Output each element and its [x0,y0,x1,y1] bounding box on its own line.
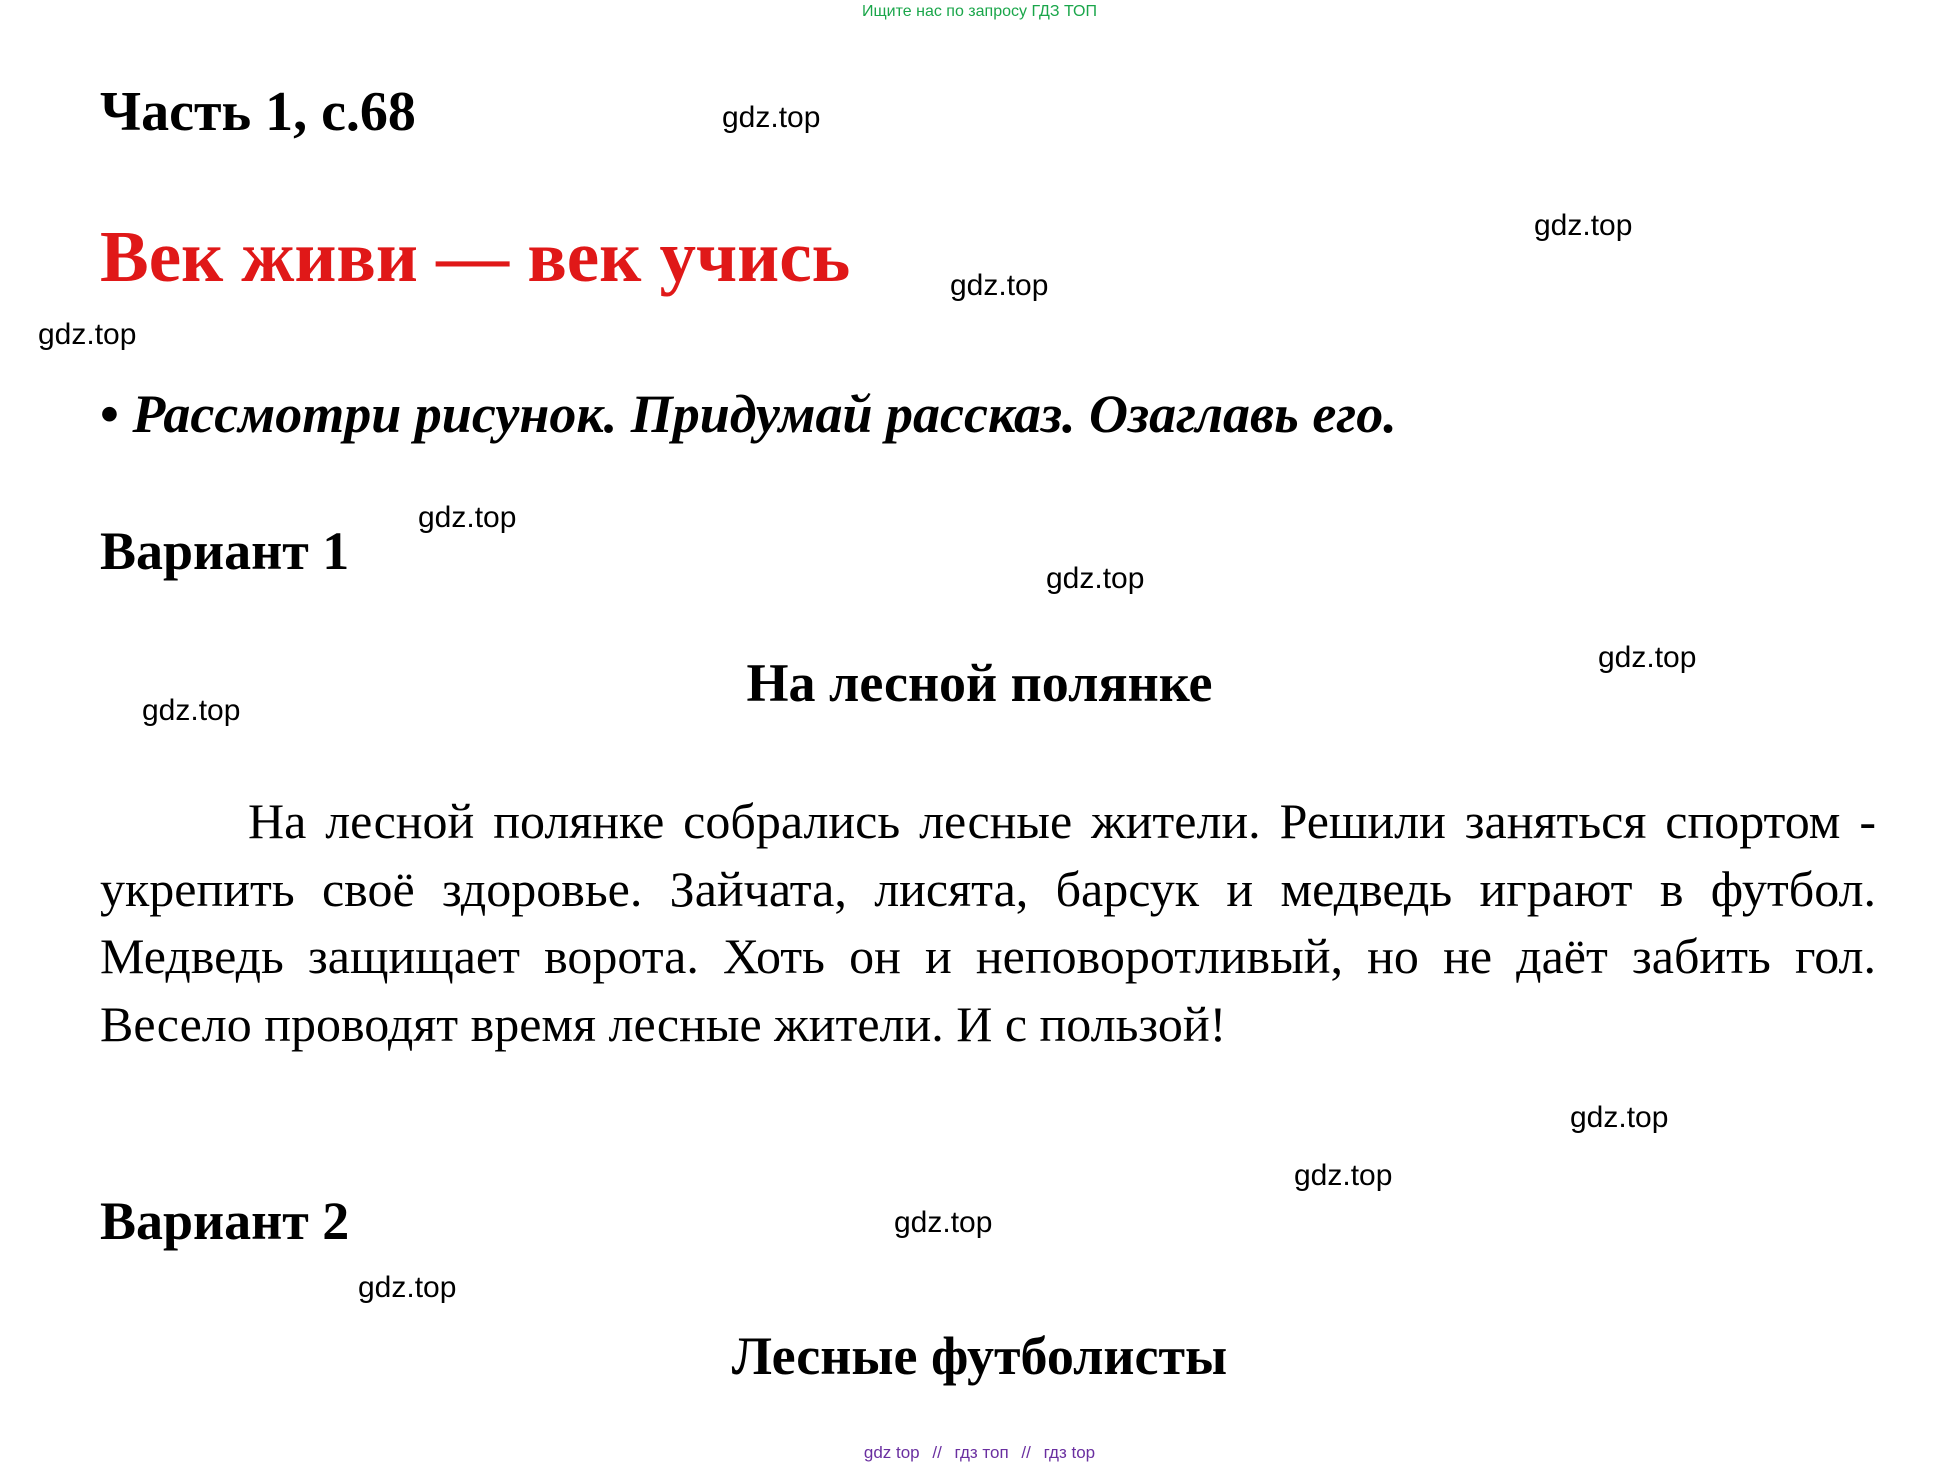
footer-separator: // [932,1443,942,1462]
top-search-banner: Ищите нас по запросу ГДЗ ТОП [862,3,1097,20]
watermark: gdz.top [722,101,821,134]
watermark: gdz.top [1570,1101,1669,1134]
watermark: gdz.top [1534,209,1633,242]
variant-2-story-title: Лесные футболисты [731,1326,1228,1386]
watermark: gdz.top [950,269,1049,302]
part-heading: Часть 1, с.68 [100,81,416,143]
watermark: gdz.top [358,1271,457,1304]
watermark: gdz.top [142,694,241,727]
watermark: gdz.top [418,501,517,534]
footer-link[interactable]: гдз топ [954,1443,1009,1462]
watermark: gdz.top [1294,1159,1393,1192]
page-title: Век живи — век учись [100,216,851,297]
task-instruction [100,383,1397,445]
watermark: gdz.top [1598,641,1697,674]
task-bullet: • [100,384,119,444]
watermark: gdz.top [1046,562,1145,595]
watermark: gdz.top [894,1206,993,1239]
variant-1-story-title: На лесной полянке [746,653,1213,713]
footer-link[interactable]: gdz top [863,1443,920,1462]
variant-2-label: Вариант 2 [100,1191,350,1251]
watermark: gdz.top [38,318,137,351]
footer-link[interactable]: гдз top [1043,1443,1096,1462]
footer-links [0,1443,1959,1463]
task-text: Рассмотри рисунок. Придумай рассказ. Озаглавь его. [132,384,1397,444]
footer-separator: // [1021,1443,1031,1462]
variant-1-story-text: На лесной полянке собрались лесные жители. Решили заняться спортом - укрепить своё здоровье. Зайчата, лисята, барсук и медведь играют в футбол. Медведь защищает ворота. Хоть он и неповоротливый, но не даёт забить гол. Весело проводят время лесные жители. И с пользой! [100,793,1876,1052]
variant-1-label: Вариант 1 [100,521,350,581]
